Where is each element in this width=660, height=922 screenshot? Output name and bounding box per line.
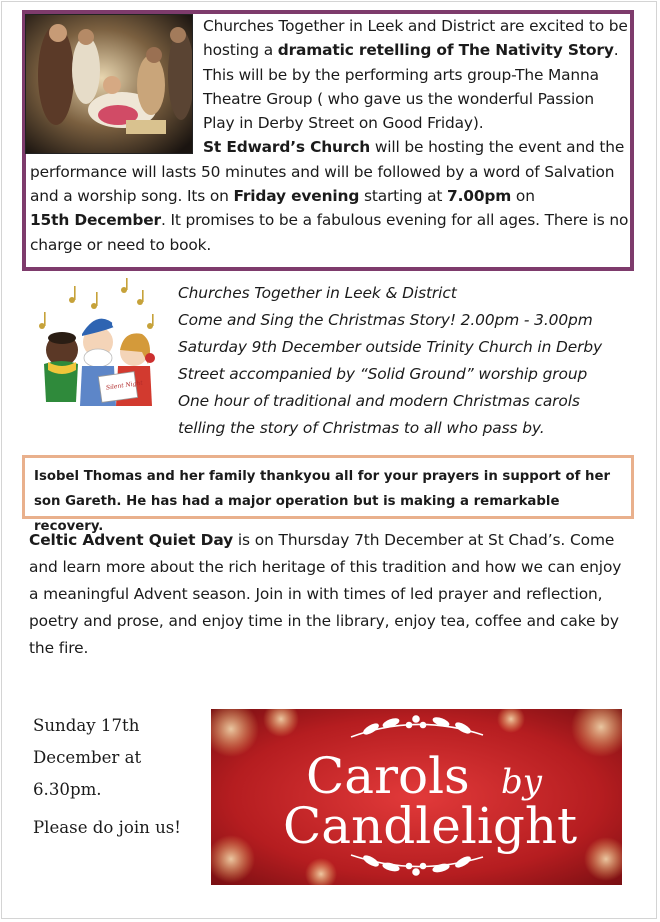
carol-line: Street accompanied by “Solid Ground” worship group xyxy=(178,365,588,383)
celtic-advent-text: is on Thursday 7th December at St Chad’s. Come and learn more about the rich heritage of this tradition and how we can enjoy a meaningful Advent season. Join in with times of led prayer and reflection, poetry and prose, and enjoy time in the library, enjoy tea, coffee and cake by the fire. xyxy=(29,531,622,657)
candlelight-time: 6.30pm. xyxy=(33,780,102,799)
candlelight-date-line: December at xyxy=(33,748,142,767)
banner-title-carols: Carols xyxy=(306,747,470,805)
celtic-advent-title: Celtic Advent Quiet Day xyxy=(29,531,234,549)
celtic-advent-announcement xyxy=(29,527,629,662)
event-date: 15th December xyxy=(30,211,161,230)
carol-line: Churches Together in Leek & District xyxy=(178,284,457,302)
venue-name: St Edward’s Church xyxy=(203,138,371,157)
carol-line: telling the story of Christmas to all who pass by. xyxy=(178,419,545,437)
nativity-announcement: Churches Together in Leek and District are excited to be hosting a dramatic retelling of The Nativity Story. This will be by the performing arts group-The Manna Theatre Group ( who gave us the wonderful Passion Play in Derby Street on Good Friday). St Edward’s Church will be hosting the event and the performance will lasts 50 minutes and will be followed by a word of Salvation and a worship song. Its on Friday evening starting at 7.00pm on 15th December. It promises to be a fabulous evening for all ages. There is no charge or need to book. xyxy=(30,17,629,254)
nativity-closing-text: . It promises to be a fabulous evening for all ages. There is no charge or need to book. xyxy=(30,211,629,254)
nativity-group-text: . This will be by the performing arts group-The Manna Theatre Group ( who gave us the wonderful Passion Play in Derby Street on Good Friday). xyxy=(203,41,619,133)
carol-singing-announcement xyxy=(178,280,648,442)
nativity-intro-text: Churches Together in Leek and District are excited to be hosting a xyxy=(203,17,628,60)
carol-line: Saturday 9th December outside Trinity Church in Derby xyxy=(178,338,603,356)
prayer-thanks-text: Isobel Thomas and her family thankyou all for your prayers in support of her son Gareth. He has had a major operation but is making a remarkable recovery. xyxy=(34,469,611,534)
carol-line: One hour of traditional and modern Christmas carols xyxy=(178,392,580,410)
candlelight-date-block xyxy=(33,710,203,844)
prayer-thanks-box xyxy=(22,455,634,534)
nativity-event-title: dramatic retelling of The Nativity Story xyxy=(277,41,614,60)
nativity-details-text: will be hosting the event and the performance will lasts 50 minutes and will be followed by a word of Salvation and a worship song. Its on xyxy=(30,138,625,206)
event-time: 7.00pm xyxy=(447,187,512,206)
candlelight-invite: Please do join us! xyxy=(33,818,181,837)
event-day: Friday evening xyxy=(233,187,360,206)
carol-singers-image xyxy=(32,278,160,416)
banner-title-candlelight: Candlelight xyxy=(283,797,578,855)
carols-by-candlelight-banner xyxy=(211,709,622,885)
banner-title-by: by xyxy=(501,762,542,802)
book-label: Silent Night xyxy=(105,379,144,392)
candlelight-date-line: Sunday 17th xyxy=(33,716,140,735)
carol-line: Come and Sing the Christmas Story! 2.00pm - 3.00pm xyxy=(178,311,593,329)
